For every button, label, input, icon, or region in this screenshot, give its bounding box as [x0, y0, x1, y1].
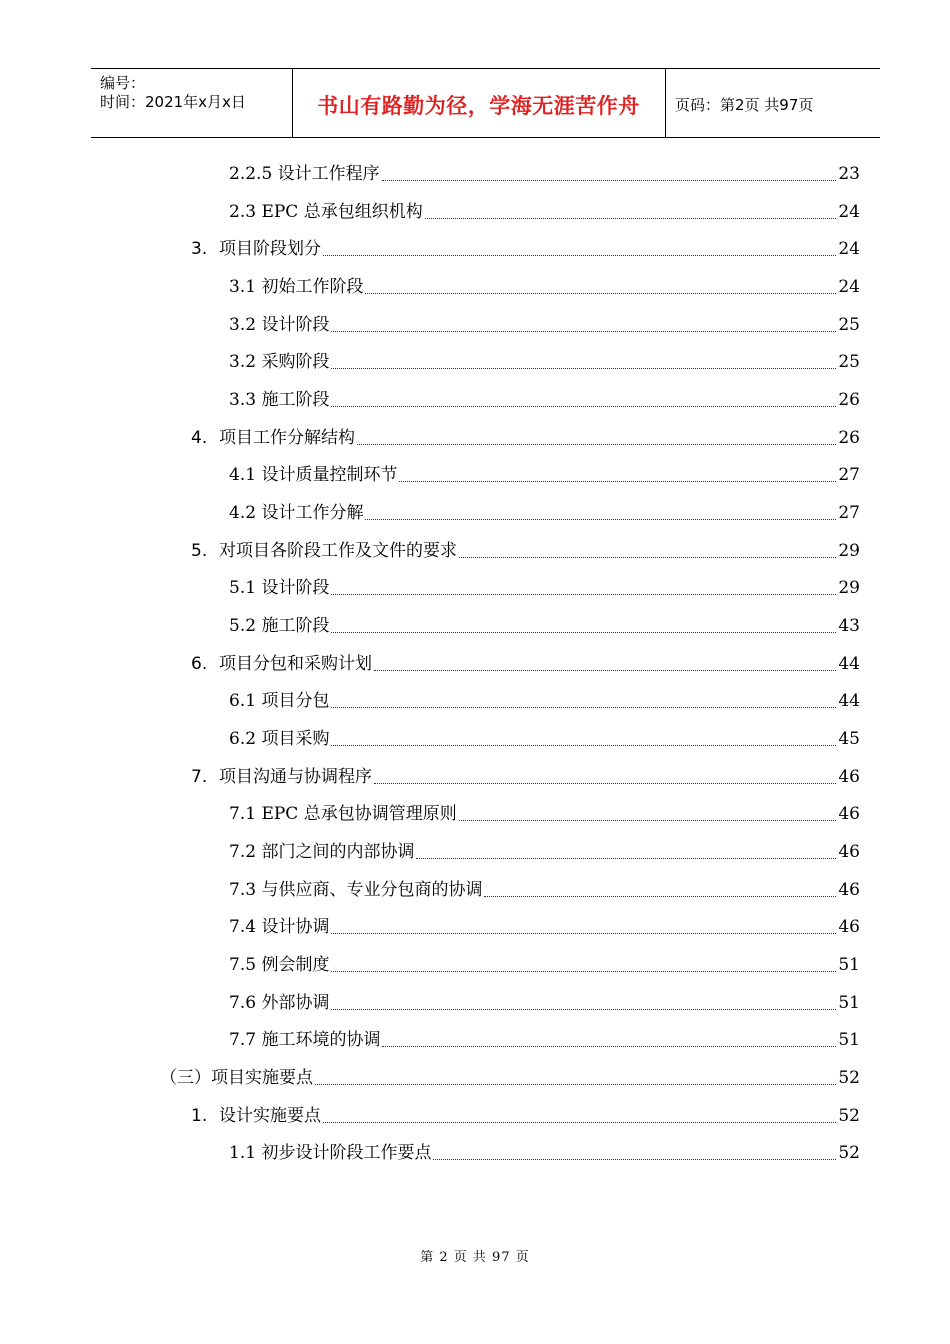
toc-entry[interactable] [229, 1028, 860, 1052]
header-page-cell [666, 69, 880, 137]
toc-entry[interactable] [229, 727, 860, 751]
toc-entry-page-number: 29 [838, 578, 860, 599]
toc-entry-page-number: 45 [838, 728, 860, 749]
toc-entry[interactable] [191, 237, 860, 261]
toc-entry-title: 设计实施要点 [219, 1105, 321, 1126]
toc-entry-title: 6.1 项目分包 [229, 691, 330, 712]
toc-dot-leader [374, 669, 836, 671]
toc-entry[interactable] [229, 350, 860, 374]
toc-entry-title: 1.1 初步设计阶段工作要点 [229, 1143, 432, 1164]
toc-entry-title: 5.2 施工阶段 [229, 615, 330, 636]
toc-dot-leader [416, 857, 836, 859]
header-motto: 书山有路勤为径，学海无涯苦作舟 [317, 94, 640, 118]
toc-dot-leader [459, 556, 836, 558]
toc-entry-title: 3.2 采购阶段 [229, 352, 330, 373]
toc-entry-page-number: 24 [838, 201, 860, 222]
toc-entry[interactable] [191, 765, 860, 789]
toc-entry[interactable] [229, 991, 860, 1015]
toc-entry-page-number: 52 [838, 1067, 860, 1088]
toc-entry-number: 1. [191, 1105, 208, 1126]
toc-dot-leader [315, 1083, 836, 1085]
toc-entry-title: 4.2 设计工作分解 [229, 502, 364, 523]
toc-entry-page-number: 23 [838, 164, 860, 184]
toc-dot-leader [331, 330, 836, 332]
toc-dot-leader [331, 631, 836, 633]
header-motto-cell [292, 69, 666, 137]
toc-entry-title: （三）项目实施要点 [160, 1067, 313, 1088]
toc-dot-leader [484, 895, 836, 897]
toc-entry[interactable] [229, 576, 860, 600]
toc-entry-title: 7.5 例会制度 [229, 954, 330, 975]
toc-entry-page-number: 51 [838, 954, 860, 975]
toc-entry[interactable] [191, 1104, 860, 1128]
toc-entry[interactable] [229, 953, 860, 977]
toc-dot-leader [323, 1121, 836, 1123]
toc-entry[interactable] [191, 539, 860, 563]
toc-entry-page-number: 25 [838, 352, 860, 373]
toc-entry-title: 项目沟通与协调程序 [219, 766, 372, 787]
toc-dot-leader [331, 706, 836, 708]
toc-entry-title: 7.3 与供应商、专业分包商的协调 [229, 879, 483, 900]
toc-entry-title: 7.6 外部协调 [229, 992, 330, 1013]
toc-dot-leader [323, 254, 836, 256]
toc-entry[interactable] [229, 1141, 860, 1165]
toc-entry-page-number: 27 [838, 465, 860, 486]
toc-entry-title: 项目分包和采购计划 [219, 653, 372, 674]
toc-entry[interactable] [229, 463, 860, 487]
toc-entry-page-number: 26 [838, 427, 860, 448]
toc-entry-title: 7.7 施工环境的协调 [229, 1030, 381, 1051]
toc-entry[interactable] [229, 275, 860, 299]
toc-entry-number: 6. [191, 653, 208, 674]
toc-entry-title: 对项目各阶段工作及文件的要求 [219, 540, 457, 561]
toc-dot-leader [365, 292, 836, 294]
toc-entry-page-number: 27 [838, 502, 860, 523]
toc-entry-page-number: 26 [838, 389, 860, 410]
document-number-label: 编号： [100, 74, 146, 92]
toc-dot-leader [331, 970, 836, 972]
toc-entry[interactable] [229, 162, 860, 186]
toc-dot-leader [331, 1008, 836, 1010]
toc-entry-title: 4.1 设计质量控制环节 [229, 465, 398, 486]
toc-dot-leader [331, 367, 836, 369]
toc-dot-leader [459, 819, 837, 821]
toc-entry-page-number: 46 [838, 917, 860, 938]
toc-entry[interactable] [229, 915, 860, 939]
toc-entry-title: 6.2 项目采购 [229, 728, 330, 749]
toc-entry-title: 7.2 部门之间的内部协调 [229, 841, 415, 862]
toc-entry-page-number: 24 [838, 276, 860, 297]
toc-entry-page-number: 44 [838, 653, 860, 674]
page-footer: 第 2 页 共 97 页 [420, 1250, 530, 1265]
toc-entry-page-number: 52 [838, 1143, 860, 1164]
toc-entry[interactable] [229, 878, 860, 902]
header-meta-cell [91, 69, 293, 137]
toc-entry-number: 5. [191, 540, 208, 561]
toc-dot-leader [331, 932, 836, 934]
toc-dot-leader [374, 782, 836, 784]
toc-entry[interactable] [229, 689, 860, 713]
toc-entry-number: 4. [191, 427, 208, 448]
toc-entry-page-number: 46 [838, 766, 860, 787]
toc-entry[interactable] [160, 1066, 860, 1090]
toc-entry[interactable] [229, 501, 860, 525]
toc-entry-title: 7.1 EPC 总承包协调管理原则 [229, 804, 457, 825]
toc-entry-page-number: 51 [838, 992, 860, 1013]
toc-dot-leader [382, 1045, 836, 1047]
toc-entry-title: 3.1 初始工作阶段 [229, 276, 364, 297]
toc-entry-title: 2.2.5 设计工作程序 [229, 164, 380, 184]
toc-entry-title: 5.1 设计阶段 [229, 578, 330, 599]
toc-entry-title: 3.2 设计阶段 [229, 314, 330, 335]
toc-entry[interactable] [229, 313, 860, 337]
toc-dot-leader [365, 518, 836, 520]
toc-entry-title: 项目阶段划分 [219, 239, 321, 260]
document-time-label: 时间：2021年x月x日 [100, 93, 246, 111]
toc-entry[interactable] [229, 388, 860, 412]
toc-dot-leader [399, 480, 836, 482]
toc-dot-leader [331, 593, 836, 595]
toc-entry-title: 7.4 设计协调 [229, 917, 330, 938]
toc-entry-page-number: 25 [838, 314, 860, 335]
toc-entry-page-number: 46 [838, 879, 860, 900]
toc-entry[interactable] [191, 426, 860, 450]
header-page-info: 页码：第2页 共97页 [675, 96, 814, 114]
toc-entry-number: 3. [191, 239, 208, 260]
toc-dot-leader [382, 179, 837, 181]
toc-dot-leader [357, 443, 836, 445]
toc-dot-leader [331, 405, 836, 407]
toc-entry-page-number: 24 [838, 239, 860, 260]
toc-dot-leader [433, 1158, 836, 1160]
toc-entry-title: 项目工作分解结构 [219, 427, 355, 448]
toc-entry-title: 2.3 EPC 总承包组织机构 [229, 201, 423, 222]
toc-entry[interactable] [191, 652, 860, 676]
toc-entry-page-number: 46 [838, 841, 860, 862]
toc-entry-number: 7. [191, 766, 208, 787]
toc-entry-page-number: 43 [838, 615, 860, 636]
toc-entry-page-number: 44 [838, 691, 860, 712]
toc-entry-page-number: 52 [838, 1105, 860, 1126]
page-header [91, 68, 880, 138]
toc-entry[interactable] [229, 614, 860, 638]
toc-entry[interactable] [229, 802, 860, 826]
toc-dot-leader [425, 217, 837, 219]
toc-entry-page-number: 29 [838, 540, 860, 561]
toc-entry-page-number: 51 [838, 1030, 860, 1051]
toc-entry[interactable] [229, 840, 860, 864]
toc-dot-leader [331, 744, 836, 746]
toc-entry-title: 3.3 施工阶段 [229, 389, 330, 410]
toc-entry-page-number: 46 [838, 804, 860, 825]
toc-entry[interactable] [229, 200, 860, 224]
